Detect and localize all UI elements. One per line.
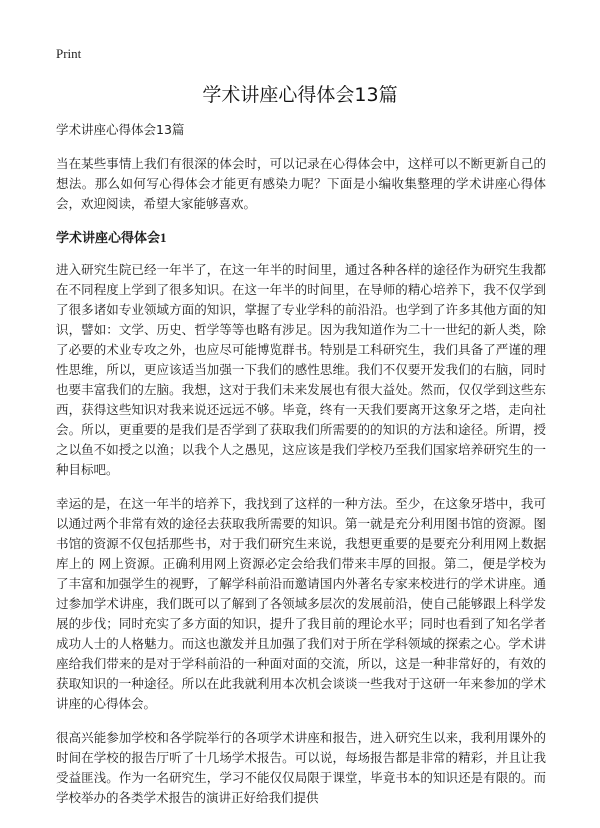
- body-paragraph-3: 很高兴能参加学校和各学院举行的各项学术讲座和报告，进入研究生以来，我利用课外的时间在学校的报告厅听了十几场学术报告。可以说，每场报告都是非常的精彩，并且让我受益匪浅。作为一名研究生，学习不能仅仅局限于课堂，毕竟书本的知识还是有限的。而学校举办的各类学术报告的演讲正好给我们提供: [56, 730, 546, 805]
- document-title: 学术讲座心得体会13篇: [202, 84, 398, 106]
- document-body: [56, 120, 546, 822]
- body-paragraph-2: 幸运的是，在这一年半的培养下，我找到了这样的一种方法。至少，在这象牙塔中，我可以通过两个非常有效的途径去获取我所需要的知识。第一就是充分利用图书馆的资源。图书馆的资源不仅包括那些书，对于我们研究生来说，我想更重要的是要充分利用网上数据库上的 网上资源。正确利用网上资源必定会给我们带来丰厚的回报。第二，便是学校为了丰富和加强学生的视野，了解学科前沿而邀请国内外著名专家来校进行的学术讲座。通过参加学术讲座，我们既可以了解到了各领域多层次的发展前沿，使自己能够跟上科学发展的步伐；同时充实了多方面的知识，提升了我目前的理论水平；同时也看到了知名学者成功人士的人格魅力。而这也激发并且加强了我们对于所在学科领域的探索之心。学术讲座给我们带来的是对于学科前沿的一种面对面的交流，所以，这是一种非常好的，有效的获取知识的一种途径。所以在此我就利用本次机会谈谈一些我对于这研一年来参加的学术讲座的心得体会。: [56, 496, 546, 711]
- document-subtitle: 学术讲座心得体会13篇: [56, 122, 185, 137]
- body-paragraph-1: 进入研究生院已经一年半了，在这一年半的时间里，通过各种各样的途径作为研究生我都在不同程度上学到了很多知识。在这一年半的时间里，在导师的精心培养下，我不仅学到了很多诸如专业领域方面的知识，掌握了专业学科的前沿沿。也学到了许多其他方面的知识，譬如：文学、历史、哲学等等也略有涉足。因为我知道作为二十一世纪的新人类，除了必要的术业专攻之外，也应尽可能博览群书。特别是工科研究生，我们具备了严谨的理性思维，所以，更应该适当加强一下我们的感性思维。我们不仅要开发我们的右脑，同时也要丰富我们的左脑。我想，这对于我们未来发展也有很大益处。然而，仅仅学到这些东西，获得这些知识对我来说还远远不够。毕竟，终有一天我们要离开这象牙之塔，走向社会。所以，更重要的是我们是否学到了获取我们所需要的的知识的方法和途径。所谓，授之以鱼不如授之以渔；以我个人之愚见，这应该是我们学校乃至我们国家培养研究生的一种目标吧。: [56, 262, 546, 477]
- print-label: Print: [56, 46, 82, 61]
- section-heading: 学术讲座心得体会1: [56, 230, 167, 245]
- intro-paragraph: 当在某些事情上我们有很深的体会时，可以记录在心得体会中，这样可以不断更新自己的想法。那么如何写心得体会才能更有感染力呢？下面是小编收集整理的学术讲座心得体会，欢迎阅读，希望大家能够喜欢。: [56, 156, 546, 211]
